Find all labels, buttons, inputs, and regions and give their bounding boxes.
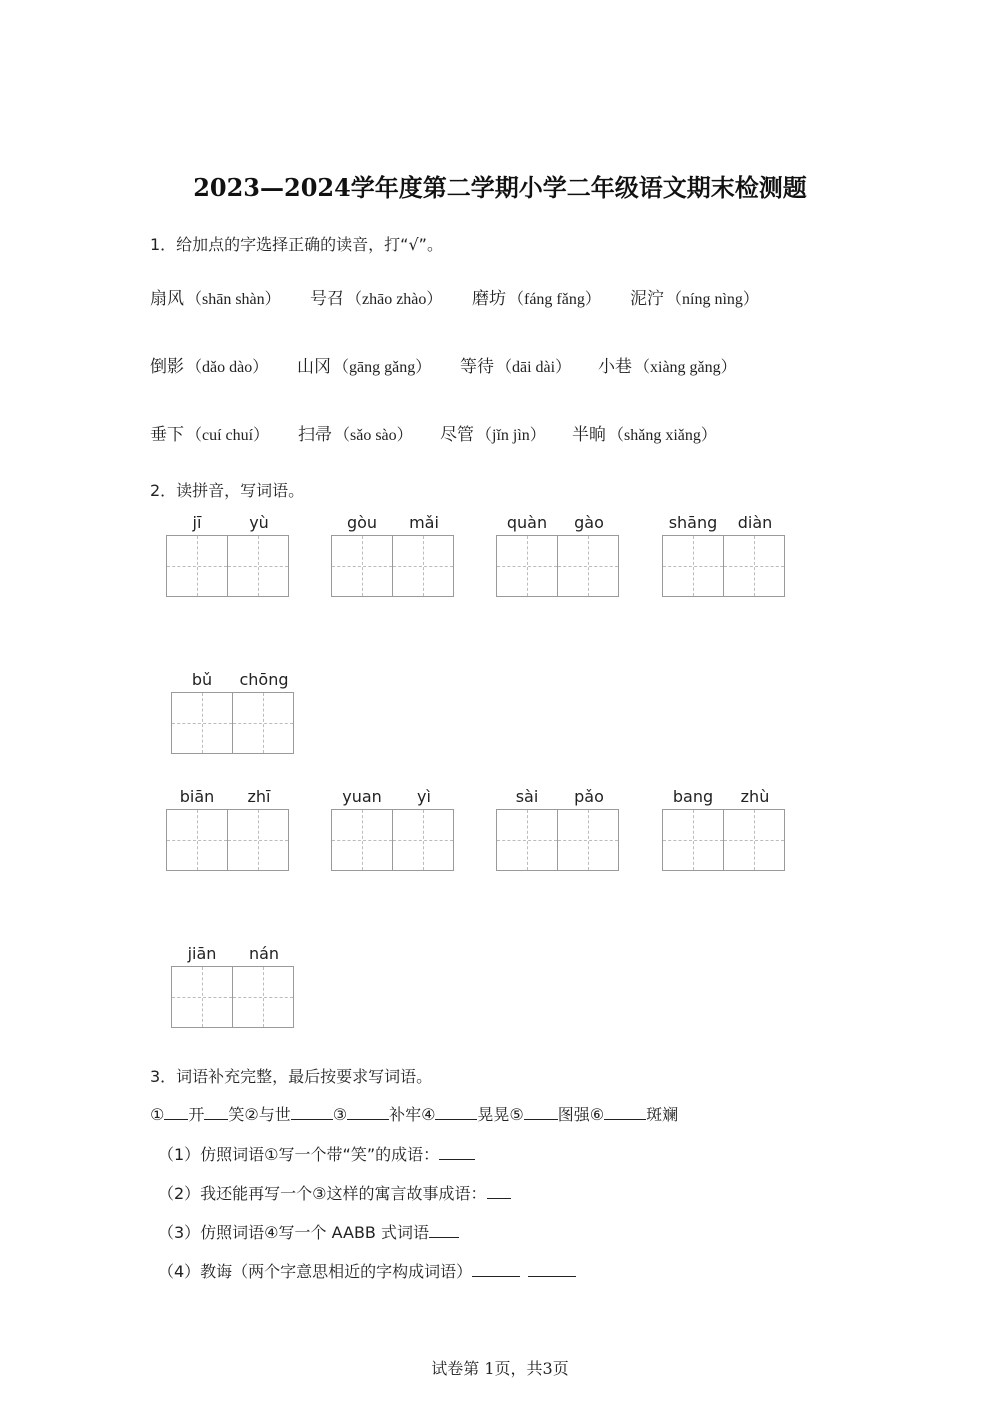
pronunciation-options[interactable]: （fáng fǎng） [508,291,601,308]
pinyin-word-group [171,944,295,1028]
cell-guide-vertical [754,536,755,596]
pinyin-label: jī [192,513,202,532]
pronunciation-item [472,284,601,309]
writing-boxes [662,809,786,871]
pronunciation-options[interactable]: （sǎo sào） [334,427,413,444]
pinyin-label: yì [417,787,431,806]
tianzige-writing-cell[interactable] [393,809,454,871]
writing-boxes [166,535,290,597]
tianzige-writing-cell[interactable] [233,966,294,1028]
answer-blank[interactable] [472,1262,520,1277]
pronunciation-options[interactable]: （zhāo zhào） [346,291,443,308]
tianzige-writing-cell[interactable] [228,535,289,597]
pronunciation-word: 扇风 [150,289,184,309]
tianzige-writing-cell[interactable] [166,809,228,871]
pronunciation-word: 倒影 [150,357,184,377]
pinyin-label: gòu [346,513,378,532]
cell-guide-vertical [202,967,203,1027]
tianzige-writing-cell[interactable] [166,535,228,597]
cell-guide-vertical [527,536,528,596]
pronunciation-options[interactable]: （dǎo dào） [186,359,269,376]
fill-part-3: 笑②与世 [228,1105,291,1124]
cell-guide-vertical [362,810,363,870]
sub-question-4: （4）教诲（两个字意思相近的字构成词语） [158,1259,576,1282]
pronunciation-word: 小巷 [598,357,632,377]
pinyin-label: jiān [187,944,217,963]
writing-boxes [171,966,295,1028]
pronunciation-word: 等待 [460,357,494,377]
pronunciation-word: 扫帚 [298,425,332,445]
pinyin-label: yuan [342,787,382,806]
pronunciation-item [598,352,737,377]
question-3-fill-line [150,1102,678,1125]
writing-boxes [496,809,620,871]
tianzige-writing-cell[interactable] [393,535,454,597]
pronunciation-word: 山冈 [297,357,331,377]
page-title: 2023—2024学年度第二学期小学二年级语文期末检测题 [193,173,807,202]
fill-blank[interactable] [291,1105,333,1120]
pinyin-labels [171,944,295,966]
cell-guide-vertical [588,536,589,596]
pinyin-label: shāng [668,513,718,532]
writing-boxes [662,535,786,597]
fill-part-6: 晃晃⑤ [477,1105,524,1124]
pronunciation-options[interactable]: （shān shàn） [186,291,281,308]
fill-blank[interactable] [435,1105,477,1120]
pronunciation-options[interactable]: （níng nìng） [666,291,759,308]
pinyin-label: mǎi [409,513,439,532]
fill-part-2: 开 [188,1105,205,1124]
sub-question-1: （1）仿照词语①写一个带“笑”的成语： [158,1142,475,1165]
pinyin-labels [171,670,295,692]
pinyin-word-group [662,787,786,871]
pronunciation-item [630,284,759,309]
tianzige-writing-cell[interactable] [496,535,558,597]
pronunciation-item [298,420,413,445]
pronunciation-item [150,420,269,445]
cell-guide-vertical [423,536,424,596]
pinyin-labels [331,513,455,535]
cell-guide-vertical [258,536,259,596]
sub-question-2: （2）我还能再写一个③这样的寓言故事成语： [158,1181,511,1204]
cell-guide-vertical [362,536,363,596]
answer-blank[interactable] [429,1223,459,1238]
fill-part-1: ① [150,1105,165,1124]
pinyin-label: pǎo [574,787,604,806]
pronunciation-item [297,352,431,377]
pronunciation-word: 磨坊 [472,289,506,309]
pronunciation-item [440,420,546,445]
pinyin-label: nán [248,944,280,963]
question-1-heading: 1．给加点的字选择正确的读音，打“√”。 [150,235,443,254]
pronunciation-options[interactable]: （gāng gǎng） [333,359,432,376]
pinyin-labels [662,787,786,809]
tianzige-writing-cell[interactable] [171,966,233,1028]
pronunciation-word: 泥泞 [630,289,664,309]
fill-blank[interactable] [204,1105,228,1120]
fill-part-7: 图强⑥ [557,1105,605,1124]
writing-boxes [331,535,455,597]
tianzige-writing-cell[interactable] [331,535,393,597]
pronunciation-options[interactable]: （xiàng gǎng） [634,359,737,376]
pinyin-labels [166,513,290,535]
tianzige-writing-cell[interactable] [171,692,233,754]
pinyin-label: zhī [247,787,271,806]
pinyin-word-group [166,787,290,871]
tianzige-writing-cell[interactable] [558,809,619,871]
pronunciation-options[interactable]: （jǐn jìn） [476,427,546,444]
pinyin-word-group [331,513,455,597]
pinyin-word-group [331,787,455,871]
pronunciation-options[interactable]: （dāi dài） [496,359,572,376]
fill-blank[interactable] [164,1105,188,1120]
answer-blank[interactable] [528,1262,576,1277]
pronunciation-item [460,352,571,377]
pinyin-word-group [166,513,290,597]
pronunciation-item [150,352,268,377]
pinyin-label: bǔ [191,670,213,689]
pinyin-label: diàn [737,513,773,532]
fill-part-4: ③ [332,1105,348,1124]
pinyin-label: chōng [239,670,289,689]
question-3-heading: 3．词语补充完整，最后按要求写词语。 [150,1067,433,1086]
pinyin-label: biān [179,787,215,806]
cell-guide-vertical [197,810,198,870]
fill-blank[interactable] [604,1105,646,1120]
pronunciation-word: 半晌 [572,425,606,445]
pinyin-labels [662,513,786,535]
pronunciation-word: 尽管 [440,425,474,445]
tianzige-writing-cell[interactable] [662,535,724,597]
fill-part-8: 斑斓 [646,1105,679,1124]
pronunciation-item [572,420,717,445]
writing-boxes [166,809,290,871]
cell-guide-vertical [258,810,259,870]
question-2-heading: 2．读拼音，写词语。 [150,481,305,500]
answer-blank[interactable] [439,1145,475,1160]
tianzige-writing-cell[interactable] [233,692,294,754]
pronunciation-options[interactable]: （cuí chuí） [186,427,270,444]
cell-guide-vertical [197,536,198,596]
fill-blank[interactable] [524,1105,558,1120]
pinyin-labels [166,787,290,809]
cell-guide-vertical [693,536,694,596]
cell-guide-vertical [263,693,264,753]
cell-guide-vertical [202,693,203,753]
cell-guide-vertical [263,967,264,1027]
pinyin-labels [331,787,455,809]
answer-blank[interactable] [487,1184,511,1199]
pronunciation-word: 垂下 [150,425,184,445]
pinyin-word-group [662,513,786,597]
pinyin-label: gào [574,513,604,532]
tianzige-writing-cell[interactable] [724,535,785,597]
cell-guide-vertical [754,810,755,870]
page-footer: 试卷第 1页，共3页 [431,1359,569,1378]
pinyin-word-group [496,513,620,597]
pinyin-label: bang [672,787,714,806]
pinyin-word-group [171,670,295,754]
pinyin-labels [496,513,620,535]
tianzige-writing-cell[interactable] [331,809,393,871]
pronunciation-item [310,284,442,309]
writing-boxes [331,809,455,871]
writing-boxes [171,692,295,754]
writing-boxes [496,535,620,597]
sub-question-3: （3）仿照词语④写一个 AABB 式词语 [158,1220,459,1243]
pinyin-label: quàn [506,513,548,532]
pinyin-label: yù [249,513,269,532]
tianzige-writing-cell[interactable] [496,809,558,871]
pronunciation-word: 号召 [310,289,344,309]
tianzige-writing-cell[interactable] [662,809,724,871]
cell-guide-vertical [693,810,694,870]
pronunciation-options[interactable]: （shǎng xiǎng） [608,427,717,444]
cell-guide-vertical [423,810,424,870]
tianzige-writing-cell[interactable] [724,809,785,871]
cell-guide-vertical [588,810,589,870]
pinyin-labels [496,787,620,809]
tianzige-writing-cell[interactable] [228,809,289,871]
pinyin-word-group [496,787,620,871]
pronunciation-item [150,284,281,309]
tianzige-writing-cell[interactable] [558,535,619,597]
pinyin-label: sài [515,787,539,806]
fill-part-5: 补牢④ [389,1105,436,1124]
pinyin-label: zhù [740,787,770,806]
cell-guide-vertical [527,810,528,870]
fill-blank[interactable] [347,1105,389,1120]
